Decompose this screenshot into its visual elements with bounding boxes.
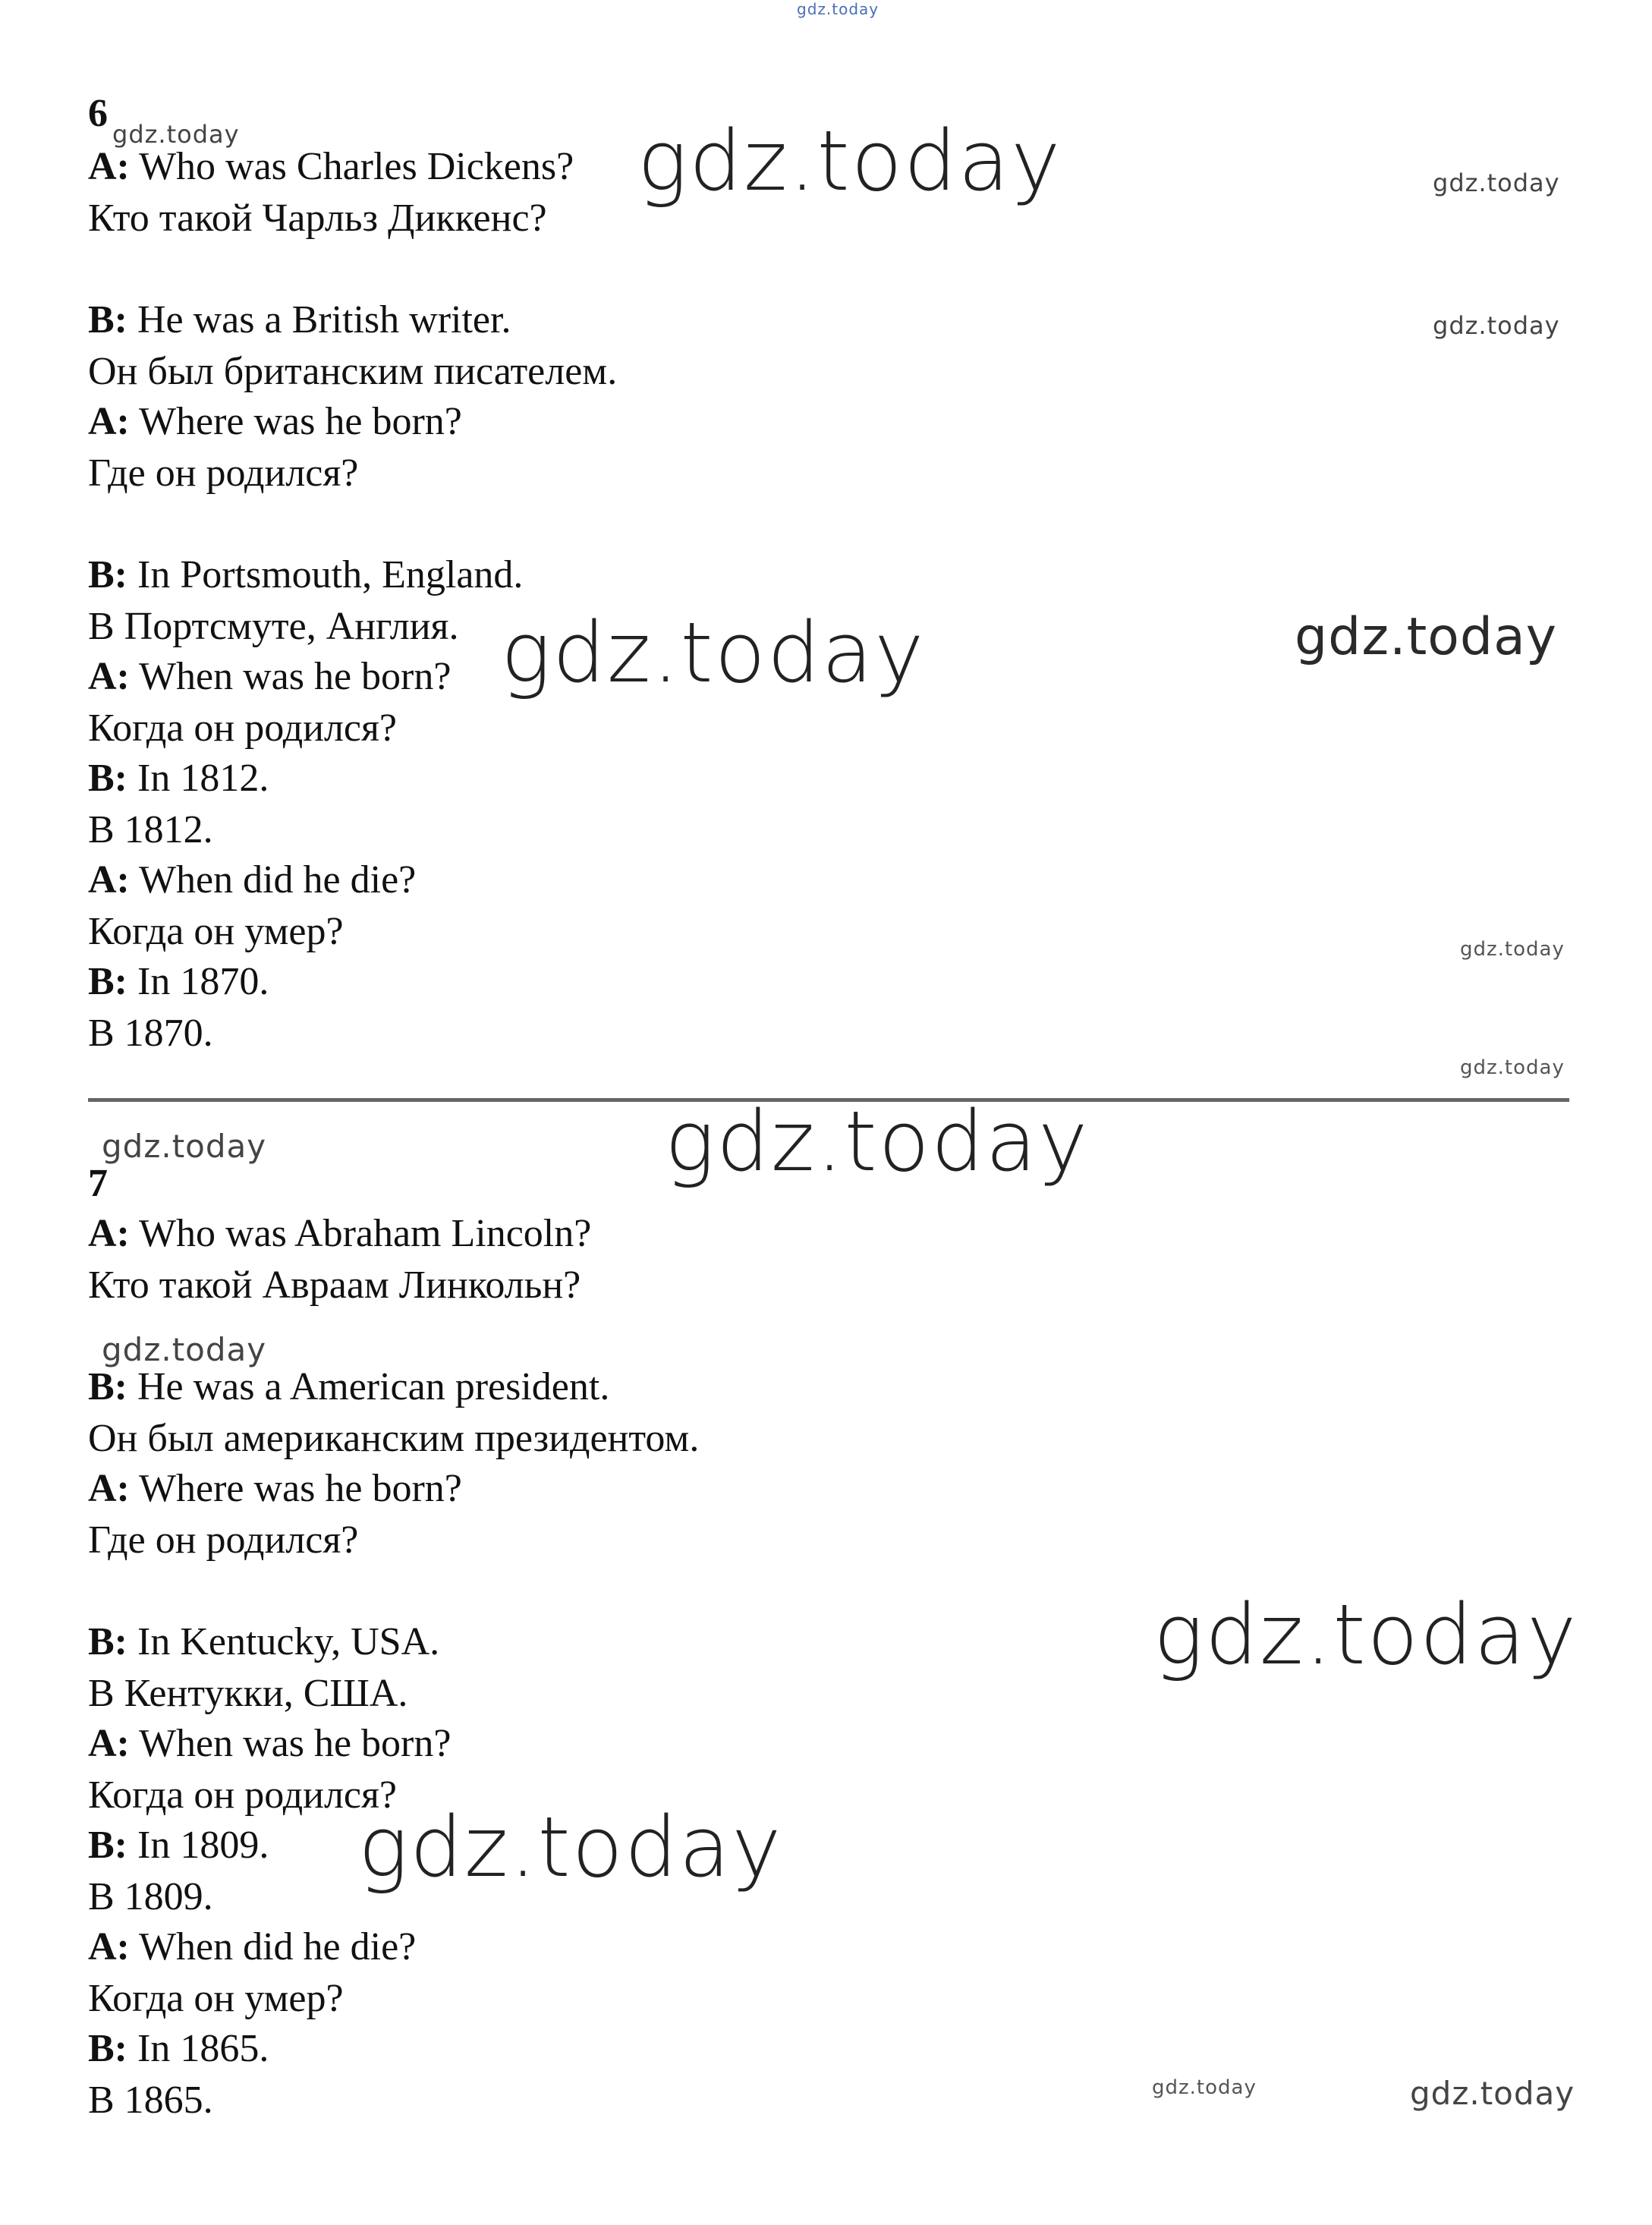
dialogue-line: [88, 959, 269, 1005]
speaker-label: B:: [88, 1620, 127, 1663]
dialogue-text: Где он родился?: [88, 452, 359, 495]
dialogue-text: Когда он родился?: [88, 1773, 398, 1817]
watermark: gdz.today: [1460, 938, 1565, 961]
dialogue-line: [88, 1211, 591, 1257]
dialogue-text: He was a British writer.: [137, 298, 511, 341]
dialogue-text: Когда он умер?: [88, 1977, 344, 2020]
watermark: gdz.today: [112, 120, 240, 149]
dialogue-text: В 1809.: [88, 1875, 213, 1918]
dialogue-text: Кто такой Авраам Линкольн?: [88, 1264, 581, 1307]
dialogue-line: [88, 654, 451, 700]
dialogue-line: [88, 1671, 407, 1717]
dialogue-line: [88, 144, 574, 190]
dialogue-text: Когда он умер?: [88, 910, 344, 953]
speaker-label: A:: [88, 1722, 130, 1765]
dialogue-text: Где он родился?: [88, 1518, 359, 1562]
dialogue-text: In 1870.: [137, 960, 269, 1003]
dialogue-text: He was a American president.: [137, 1365, 610, 1408]
dialogue-line: [88, 399, 462, 445]
dialogue-text: In 1865.: [137, 2027, 269, 2070]
dialogue-text: В 1865.: [88, 2079, 213, 2122]
section-number-6: 6: [88, 92, 108, 135]
dialogue-text: Когда он родился?: [88, 707, 398, 750]
dialogue-line: [88, 1874, 213, 1920]
dialogue-text: In 1812.: [137, 757, 269, 800]
dialogue-text: In 1809.: [137, 1824, 269, 1867]
watermark: gdz.today: [1433, 168, 1560, 197]
dialogue-text: Он был британским писателем.: [88, 350, 618, 393]
dialogue-line: [88, 2078, 213, 2123]
dialogue-line: [88, 756, 269, 801]
dialogue-text: In Portsmouth, England.: [137, 553, 524, 596]
dialogue-text: В 1870.: [88, 1012, 213, 1055]
dialogue-line: [88, 706, 397, 751]
watermark: gdz.today: [665, 1093, 1090, 1190]
watermark: gdz.today: [1152, 2076, 1257, 2099]
watermark: gdz.today: [358, 1799, 783, 1896]
speaker-label: B:: [88, 757, 127, 800]
dialogue-text: In Kentucky, USA.: [137, 1620, 440, 1663]
dialogue-line: [88, 1924, 416, 1970]
dialogue-line: [88, 196, 547, 241]
dialogue-text: Where was he born?: [138, 1467, 462, 1510]
dialogue-text: В Портсмуте, Англия.: [88, 605, 459, 648]
dialogue-line: [88, 1773, 397, 1818]
dialogue-line: [88, 1416, 699, 1462]
watermark: gdz.today: [501, 604, 926, 701]
dialogue-line: [88, 858, 416, 903]
dialogue-line: [88, 1976, 344, 2022]
dialogue-text: В 1812.: [88, 808, 213, 851]
dialogue-line: [88, 909, 344, 955]
speaker-label: A:: [88, 858, 130, 902]
dialogue-line: [88, 1011, 213, 1056]
speaker-label: B:: [88, 960, 127, 1003]
dialogue-line: [88, 1721, 451, 1767]
speaker-label: A:: [88, 1212, 130, 1255]
speaker-label: B:: [88, 2027, 127, 2070]
watermark: gdz.today: [1460, 1056, 1565, 1079]
speaker-label: B:: [88, 553, 127, 596]
section-number-7: 7: [88, 1162, 108, 1205]
watermark: gdz.today: [102, 1128, 267, 1165]
dialogue-line: [88, 807, 213, 853]
speaker-label: A:: [88, 400, 130, 443]
dialogue-text: When was he born?: [138, 655, 452, 698]
watermark: gdz.today: [637, 112, 1062, 209]
dialogue-line: [88, 604, 458, 650]
dialogue-text: Who was Abraham Lincoln?: [138, 1212, 592, 1255]
dialogue-line: [88, 1364, 609, 1410]
speaker-label: A:: [88, 145, 130, 188]
speaker-label: B:: [88, 1365, 127, 1408]
dialogue-line: [88, 1466, 462, 1512]
dialogue-text: When was he born?: [138, 1722, 452, 1765]
dialogue-line: [88, 552, 523, 598]
dialogue-line: [88, 1619, 439, 1665]
watermark: gdz.today: [1410, 2075, 1575, 2112]
watermark: gdz.today: [102, 1331, 267, 1368]
speaker-label: A:: [88, 1467, 130, 1510]
watermark: gdz.today: [797, 0, 879, 18]
speaker-label: A:: [88, 1925, 130, 1969]
watermark: gdz.today: [1433, 311, 1560, 340]
dialogue-text: When did he die?: [138, 858, 417, 902]
dialogue-line: [88, 349, 617, 395]
watermark: gdz.today: [1295, 607, 1557, 667]
speaker-label: B:: [88, 298, 127, 341]
dialogue-line: [88, 451, 358, 496]
dialogue-text: Кто такой Чарльз Диккенс?: [88, 197, 547, 240]
speaker-label: A:: [88, 655, 130, 698]
dialogue-text: Он был американским президентом.: [88, 1417, 700, 1460]
dialogue-line: [88, 297, 511, 343]
dialogue-text: Who was Charles Dickens?: [138, 145, 574, 188]
dialogue-text: Where was he born?: [138, 400, 462, 443]
dialogue-line: [88, 1823, 269, 1868]
speaker-label: B:: [88, 1824, 127, 1867]
dialogue-line: [88, 2026, 269, 2072]
dialogue-line: [88, 1263, 581, 1308]
watermark: gdz.today: [1153, 1586, 1578, 1683]
dialogue-line: [88, 1518, 358, 1563]
dialogue-text: В Кентукки, США.: [88, 1672, 408, 1715]
dialogue-text: When did he die?: [138, 1925, 417, 1969]
